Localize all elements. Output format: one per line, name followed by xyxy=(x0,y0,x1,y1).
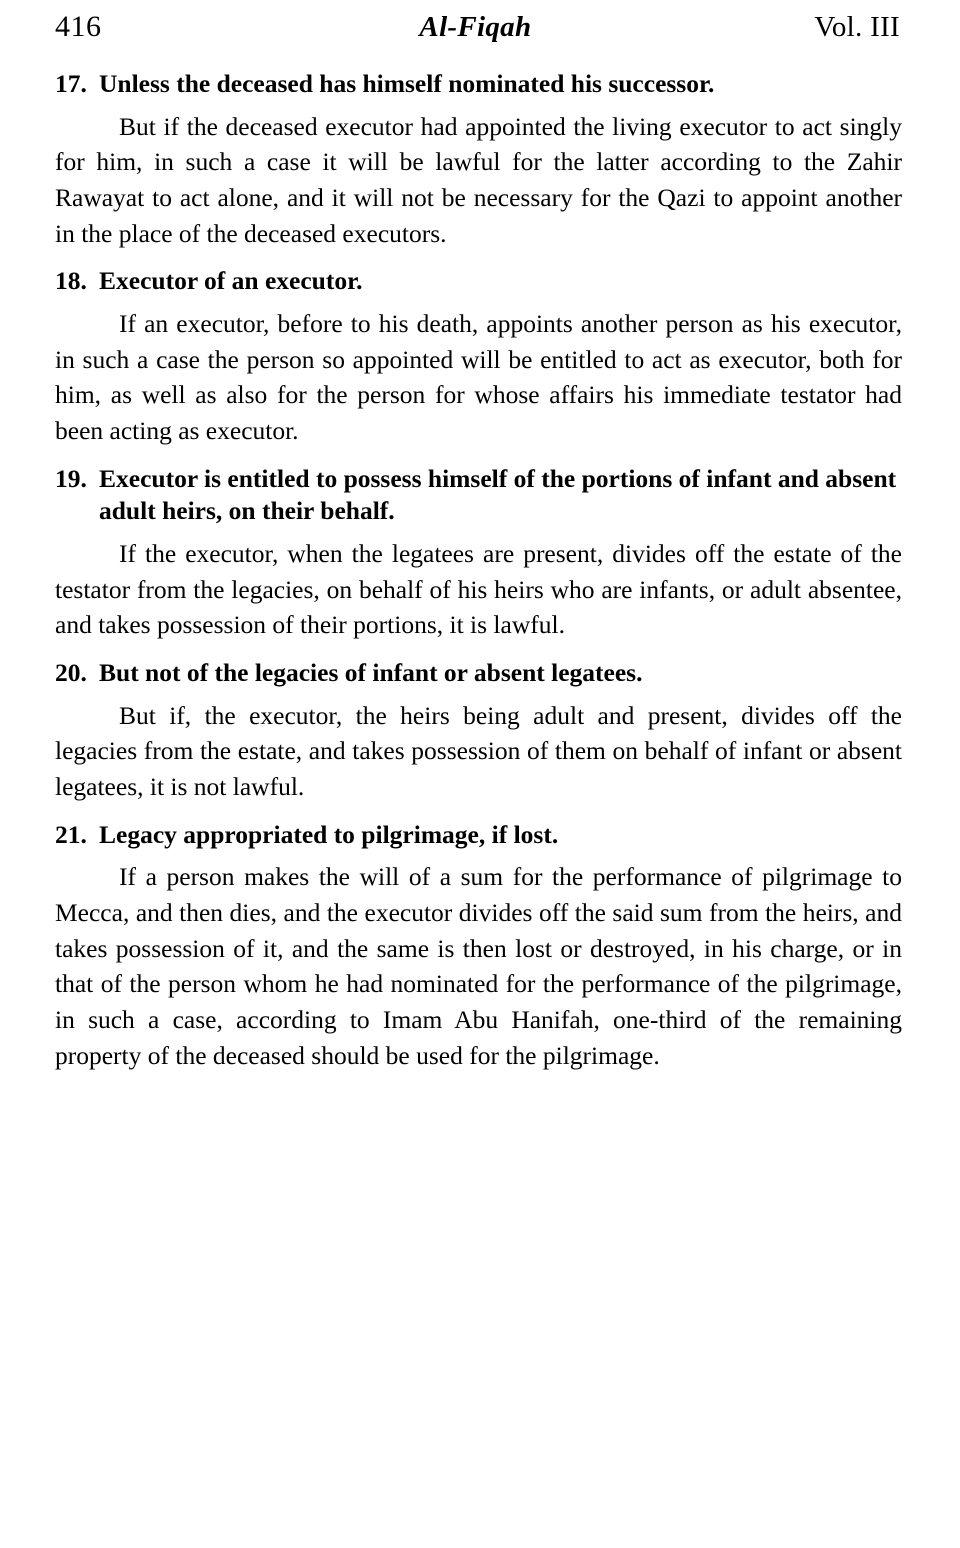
page-body xyxy=(0,54,960,1074)
section-number-21: 21. xyxy=(55,819,87,849)
book-title: Al-Fiqah xyxy=(419,11,532,43)
section-number-17: 17. xyxy=(55,69,87,98)
section-heading-17 xyxy=(55,68,902,101)
section-heading-text-20: But not of the legacies of infant or absent legatees. xyxy=(99,658,643,688)
section-heading-19 xyxy=(55,463,902,528)
section-body-20: But if, the executor, the heirs being adult and present, divides off the legacies from the estate, and takes possession of them on behalf of infant or absent legatees, it is not lawful. xyxy=(55,700,902,802)
volume-label: Vol. III xyxy=(814,11,900,43)
section-body-19: If the executor, when the legatees are present, divides off the estate of the testator from the legacies, on behalf of his heirs who are infants, or adult absentee, and takes possession of their portions, it is lawful. xyxy=(55,539,902,640)
section-number-20: 20. xyxy=(55,658,87,688)
section-body-18: If an executor, before to his death, appoints another person as his executor, in such a case the person so appointed will be entitled to act as executor, both for him, as well as also for the person for whose affairs his immediate testator had been acting as executor. xyxy=(55,309,902,446)
section-heading-text-17: Unless the deceased has himself nominated his successor. xyxy=(99,69,715,98)
page-number: 416 xyxy=(55,10,102,43)
section-heading-21 xyxy=(55,819,902,852)
section-body-17: But if the deceased executor had appointed the living executor to act singly for him, in such a case it will be lawful for the latter according to the Zahir Rawayat to act alone, and it will not be necessary for the Qazi to appoint another in the place of the deceased executors. xyxy=(55,111,902,248)
section-body-21: If a person makes the will of a sum for the performance of pilgrimage to Mecca, and then dies, and the executor divides off the said sum from the heirs, and takes possession of it, and the same is then lost or destroyed, in his charge, or in that of the person whom he had nominated for the performance of the pilgrimage, in such a case, according to Imam Abu Hanifah, one-third of the remaining property of the deceased should be used for the pilgrimage. xyxy=(55,862,902,1070)
section-heading-text-19: Executor is entitled to possess himself of the portions of infant and absent adult heirs, on their behalf. xyxy=(99,463,897,526)
section-number-18: 18. xyxy=(55,266,87,296)
section-heading-text-18: Executor of an executor. xyxy=(99,266,363,296)
section-heading-20 xyxy=(55,657,902,690)
section-heading-text-21: Legacy appropriated to pilgrimage, if lost. xyxy=(99,819,559,849)
page-header xyxy=(0,0,960,54)
section-heading-18 xyxy=(55,265,902,298)
section-number-19: 19. xyxy=(55,463,87,493)
